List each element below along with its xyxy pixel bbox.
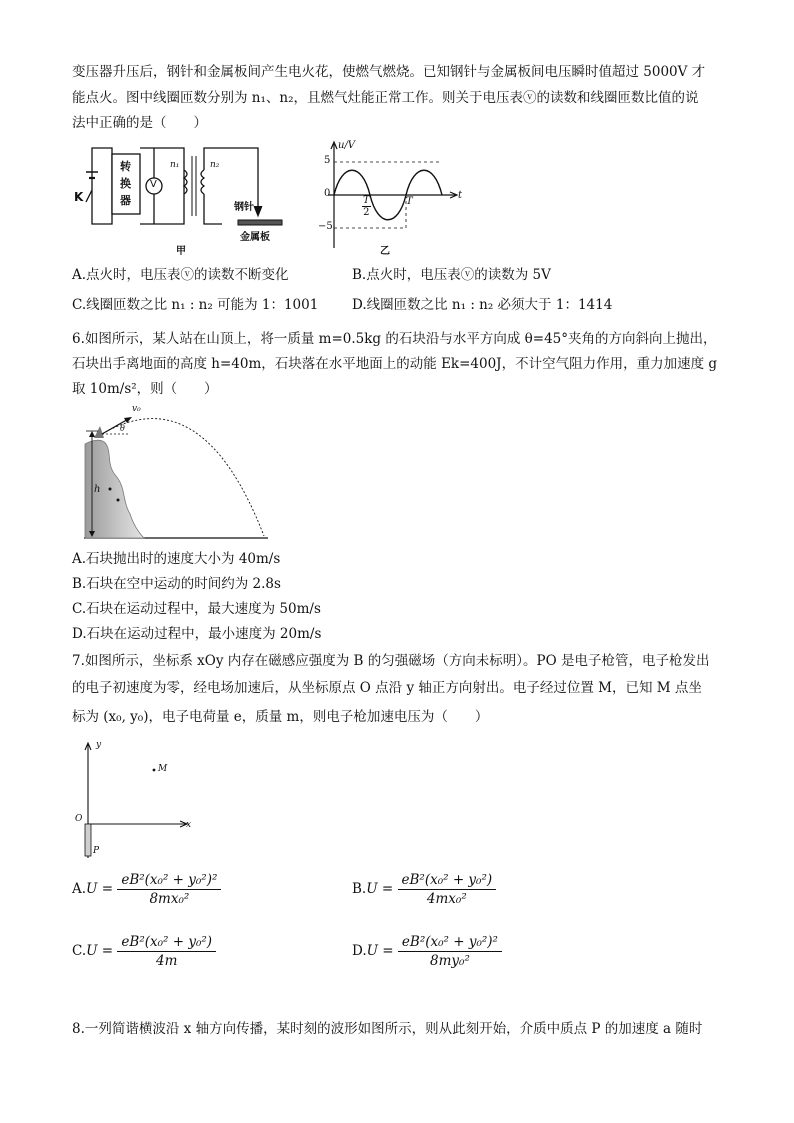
q7-point-p-label: P bbox=[93, 846, 100, 856]
sine-tick-5: 5 bbox=[324, 155, 331, 166]
q6-projectile-figure bbox=[82, 404, 282, 544]
q5-circuit-figure bbox=[72, 142, 292, 257]
height-label: h bbox=[94, 484, 101, 495]
n1-label: n₁ bbox=[170, 160, 180, 170]
q7-x-axis-label: x bbox=[186, 820, 192, 830]
q6-option-b: B.石块在空中运动的时间约为 2.8s bbox=[72, 576, 281, 592]
q7-stem-line3: 标为 (x₀, y₀)，电子电荷量 e，质量 m，则电子枪加速电压为（ ） bbox=[72, 709, 489, 725]
q6-option-d: D.石块在运动过程中，最小速度为 20m/s bbox=[72, 626, 322, 642]
q7-option-d-lhs: U = bbox=[366, 943, 394, 959]
q5-option-a: A.点火时，电压表ⓥ的读数不断变化 bbox=[72, 267, 289, 283]
sine-tick-half-period: T 2 bbox=[363, 195, 370, 218]
q7-option-d bbox=[352, 934, 502, 969]
q7-point-m-label: M bbox=[158, 764, 168, 774]
q5-option-b: B.点火时，电压表ⓥ的读数为 5V bbox=[352, 267, 551, 283]
q7-option-b bbox=[352, 872, 496, 907]
figure-caption-jia: 甲 bbox=[176, 246, 186, 257]
q5-option-d: D.线圈匝数之比 n₁ : n₂ 必须大于 1：1414 bbox=[352, 297, 613, 313]
figure-caption-yi: 乙 bbox=[380, 246, 390, 257]
q7-option-c-fraction: $\frac{\text{eB²(x₀² + y₀²)}}{4m}$ bbox=[117, 934, 216, 969]
sine-tick-period: T bbox=[406, 196, 413, 207]
q6-stem-line3: 取 10m/s²，则（ ） bbox=[72, 381, 218, 397]
q7-option-c bbox=[72, 934, 216, 969]
q7-origin-label: O bbox=[75, 814, 83, 824]
q5-option-c: C.线圈匝数之比 n₁ : n₂ 可能为 1：1001 bbox=[72, 297, 319, 313]
q7-option-b-label: B. bbox=[352, 881, 367, 897]
q7-option-c-label: C. bbox=[72, 943, 87, 959]
q7-option-a-label: A. bbox=[72, 881, 87, 897]
q8-stem-line1: 8.一列简谐横波沿 x 轴方向传播，某时刻的波形如图所示，则从此刻开始，介质中质点 P 的加速度 a 随时 bbox=[72, 1021, 703, 1037]
n2-label: n₂ bbox=[210, 160, 220, 170]
q5-sine-figure bbox=[318, 140, 468, 258]
q6-option-a: A.石块抛出时的速度大小为 40m/s bbox=[72, 551, 281, 567]
sine-y-axis-label: u/V bbox=[338, 140, 356, 151]
q5-stem-line1: 变压器升压后，钢针和金属板间产生电火花，使燃气燃烧。已知钢针与金属板间电压瞬时值超过 5000V 才 bbox=[72, 64, 706, 80]
q7-option-a-fraction: $\frac{\text{eB²(x₀² + y₀²)²}}{\text{8mx₀²}}$ bbox=[117, 872, 221, 907]
q6-stem-line2: 石块出手离地面的高度 h=40m，石块落在水平地面上的动能 Ek=400J，不计空气阻力作用，重力加速度 g bbox=[72, 356, 718, 372]
needle-label: 钢针 bbox=[234, 202, 254, 213]
v0-label: v₀ bbox=[132, 404, 141, 414]
q6-stem-line1: 6.如图所示，某人站在山顶上，将一质量 m=0.5kg 的石块沿与水平方向成 θ=45°夹角的方向斜向上抛出， bbox=[72, 331, 717, 347]
switch-label: K bbox=[74, 190, 84, 204]
sine-x-axis-label: t bbox=[458, 190, 463, 201]
sine-tick-0: 0 bbox=[324, 188, 331, 199]
converter-char-3: 器 bbox=[120, 194, 131, 207]
q7-option-b-fraction: $\frac{\text{eB²(x₀² + y₀²)}}{\text{4mx₀²}}$ bbox=[398, 872, 497, 907]
q7-option-a-lhs: U = bbox=[86, 881, 114, 897]
q5-stem-line2: 能点火。图中线圈匝数分别为 n₁、n₂，且燃气灶能正常工作。则关于电压表ⓥ的读数和线圈匝数比值的说 bbox=[72, 90, 699, 106]
q5-stem-line3: 法中正确的是（ ） bbox=[72, 115, 207, 131]
voltmeter-label: V bbox=[150, 179, 157, 190]
sine-tick-neg5: −5 bbox=[318, 221, 333, 232]
converter-char-1: 转 bbox=[120, 160, 131, 173]
q7-option-c-lhs: U = bbox=[86, 943, 114, 959]
theta-label: θ bbox=[120, 424, 125, 433]
q7-stem-line1: 7.如图所示，坐标系 xOy 内存在磁感应强度为 B 的匀强磁场（方向未标明）。PO 是电子枪管，电子枪发出 bbox=[72, 653, 710, 669]
q6-option-c: C.石块在运动过程中，最大速度为 50m/s bbox=[72, 601, 321, 617]
q7-option-a bbox=[72, 872, 221, 907]
q7-option-d-fraction: $\frac{\text{eB²(x₀² + y₀²)²}}{\text{8my₀²}}$ bbox=[398, 934, 502, 969]
q7-y-axis-label: y bbox=[96, 740, 102, 750]
q7-stem-line2: 的电子初速度为零，经电场加速后，从坐标原点 O 点沿 y 轴正方向射出。电子经过位置 M，已知 M 点坐 bbox=[72, 680, 702, 696]
q7-option-b-lhs: U = bbox=[366, 881, 394, 897]
converter-char-2: 换 bbox=[120, 177, 131, 190]
q7-coordinate-figure bbox=[70, 740, 200, 862]
plate-label: 金属板 bbox=[240, 232, 270, 243]
q7-option-d-label: D. bbox=[352, 943, 367, 959]
